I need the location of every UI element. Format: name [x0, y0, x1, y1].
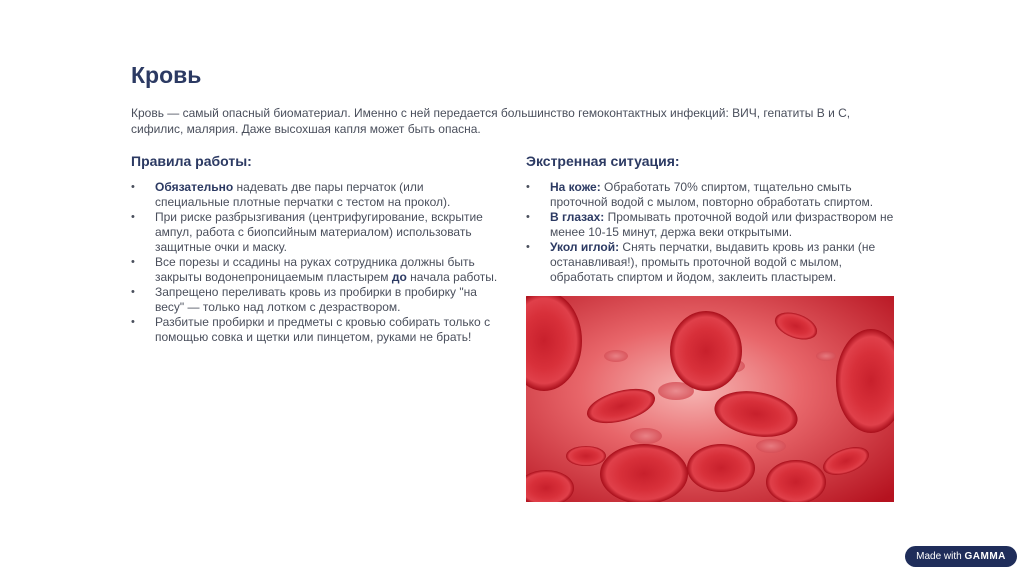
rules-item: [131, 210, 501, 255]
rules-section: [131, 153, 501, 345]
bullet-icon: •: [131, 211, 135, 223]
emergency-item-label: Укол иглой:: [550, 240, 620, 254]
emergency-item-text: Снять перчатки, выдавить кровь из ранки (не останавливая!), промыть проточной водой с мылом, обработать спиртом и йодом, заклеить пластырем.: [550, 240, 876, 284]
rules-item-text: Все порезы и ссадины на руках сотрудника должны быть закрыты водонепроницаемым пластырем: [155, 255, 475, 284]
emergency-item-text: Обработать 70% спиртом, тщательно смыть проточной водой с мылом, повторно обработать спиртом.: [550, 180, 874, 209]
rules-item-emphasis: Обязательно: [155, 180, 234, 194]
rules-heading: Правила работы:: [131, 153, 252, 169]
emergency-item: [526, 180, 896, 210]
rules-item-text: Разбитые пробирки и предметы с кровью собирать только с помощью совка и щетки или пинцетом, руками не брать!: [155, 315, 491, 344]
rules-item: [131, 285, 501, 315]
emergency-item: [526, 210, 896, 240]
rules-item: [131, 180, 501, 210]
badge-prefix: Made with: [916, 551, 962, 562]
blood-cells-image: [526, 296, 894, 502]
rules-item: [131, 255, 501, 285]
bullet-icon: •: [526, 241, 530, 253]
bullet-icon: •: [131, 256, 135, 268]
rules-item-emphasis: до: [391, 270, 407, 284]
page-title: Кровь: [131, 62, 202, 88]
made-with-gamma-badge[interactable]: [905, 546, 1017, 567]
rules-item-text: надевать две пары перчаток (или специальные плотные перчатки с тестом на прокол).: [155, 180, 451, 209]
emergency-item: [526, 240, 896, 285]
bullet-icon: •: [526, 181, 530, 193]
emergency-section: [526, 153, 896, 285]
rules-item-text: Запрещено переливать кровь из пробирки в пробирку "на весу" — только над лотком с дезраствором.: [155, 285, 477, 314]
intro-paragraph: Кровь — самый опасный биоматериал. Именно с ней передается большинство гемоконтактных инфекций: ВИЧ, гепатиты В и С, сифилис, малярия. Даже высохшая капля может быть опасна.: [131, 106, 851, 136]
rules-item-text: При риске разбрызгивания (центрифугирование, вскрытие ампул, работа с биопсийным материалом) использовать защитные очки и маску.: [155, 210, 483, 254]
emergency-item-label: В глазах:: [550, 210, 605, 224]
emergency-item-text: Промывать проточной водой или физраствором не менее 10-15 минут, держа веки открытыми.: [550, 210, 894, 239]
gamma-logo: GAMMA: [964, 551, 1006, 562]
rules-item: [131, 315, 501, 345]
rules-item-text: начала работы.: [406, 270, 498, 284]
emergency-heading: Экстренная ситуация:: [526, 153, 680, 169]
emergency-list: [526, 180, 896, 285]
emergency-item-label: На коже:: [550, 180, 601, 194]
bullet-icon: •: [526, 211, 530, 223]
bullet-icon: •: [131, 286, 135, 298]
bullet-icon: •: [131, 316, 135, 328]
bullet-icon: •: [131, 181, 135, 193]
rules-list: [131, 180, 501, 345]
